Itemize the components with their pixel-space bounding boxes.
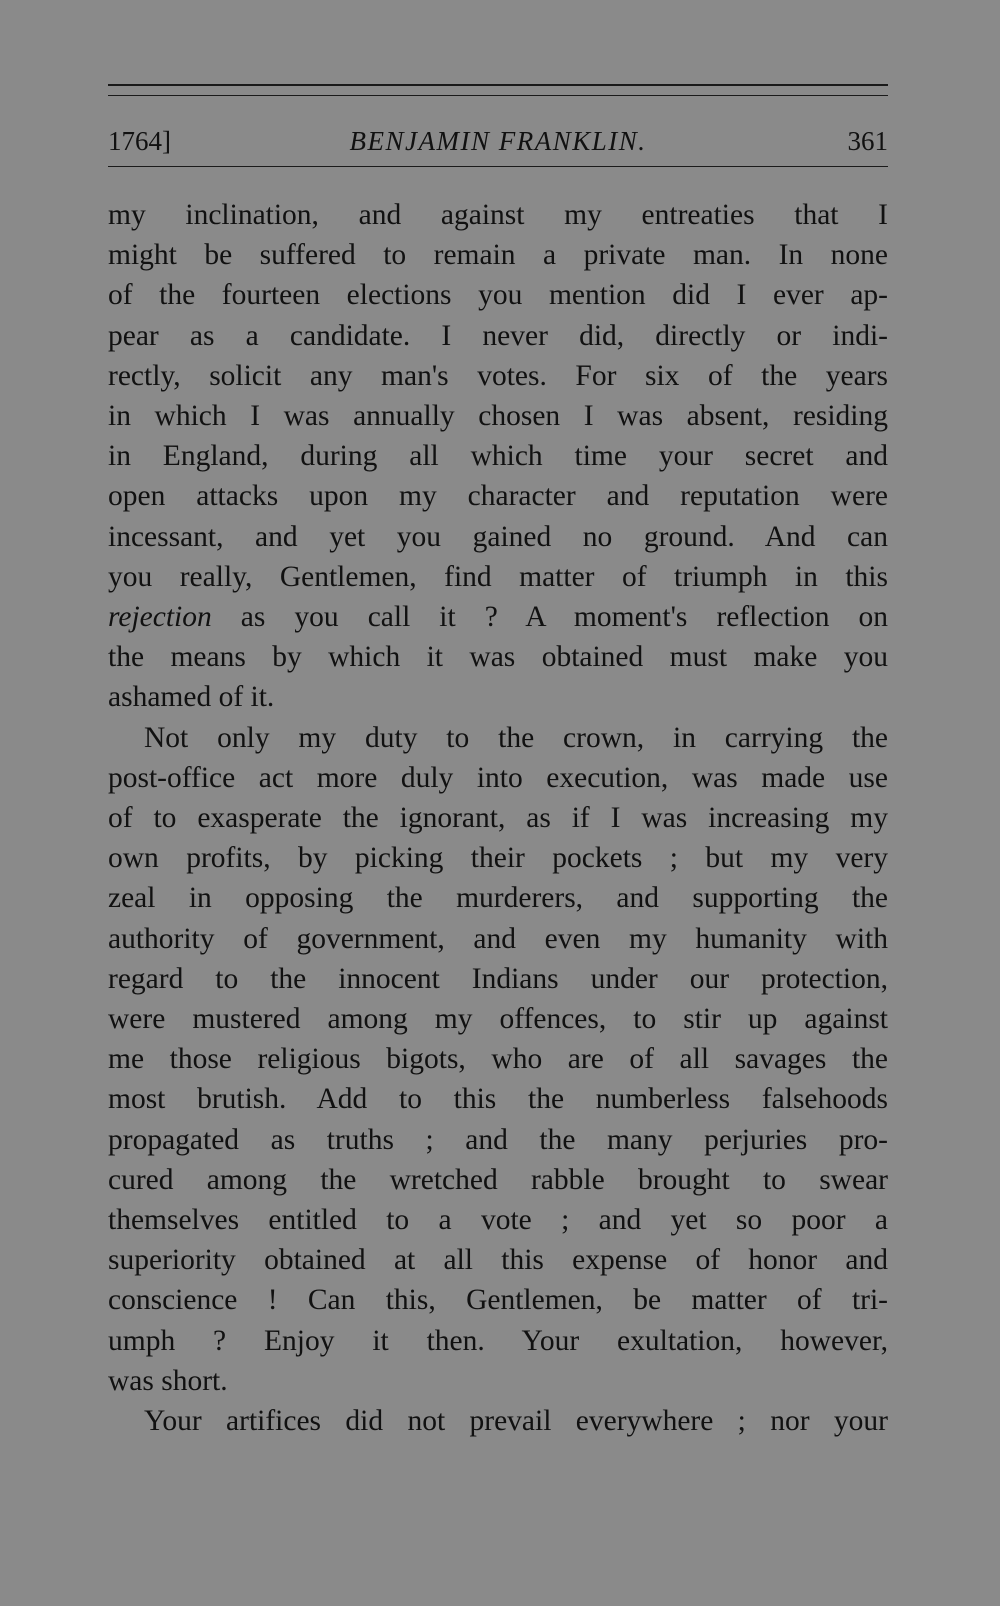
text-line: me those religious bigots, who are of all savages the — [108, 1043, 888, 1076]
text-segment: as you call it ? A moment's reflection on — [211, 601, 888, 634]
italic-word: rejection — [108, 601, 212, 634]
text-line: propagated as truths ; and the many perjuries pro- — [108, 1123, 888, 1156]
text-line: conscience ! Can this, Gentlemen, be matter of tri- — [108, 1284, 888, 1317]
text-line: regard to the innocent Indians under our protection, — [108, 962, 888, 995]
text-line: of the fourteen elections you mention did I ever ap- — [108, 279, 888, 312]
text-line: own profits, by picking their pockets ; but my very — [108, 842, 888, 875]
text-line: most brutish. Add to this the numberless falsehoods — [108, 1083, 888, 1116]
text-line: of to exasperate the ignorant, as if I was increasing my — [108, 802, 888, 835]
header-double-rule — [108, 84, 888, 96]
header-year: 1764] — [108, 126, 171, 156]
book-page — [108, 84, 888, 1441]
text-line: authority of government, and even my humanity with — [108, 922, 888, 955]
text-line: pear as a candidate. I never did, directly or indi- — [108, 319, 888, 352]
header-rule — [108, 166, 888, 167]
text-line: zeal in opposing the murderers, and supporting the — [108, 882, 888, 915]
text-line-with-italic — [108, 597, 888, 637]
text-line: were mustered among my offences, to stir up against — [108, 1003, 888, 1036]
text-line: cured among the wretched rabble brought to swear — [108, 1163, 888, 1196]
text-line: my inclination, and against my entreaties that I — [108, 199, 888, 231]
text-line: the means by which it was obtained must make you — [108, 641, 888, 674]
text-line: incessant, and yet you gained no ground. And can — [108, 520, 888, 553]
text-line: you really, Gentlemen, find matter of triumph in this — [108, 560, 888, 593]
text-line: rectly, solicit any man's votes. For six of the years — [108, 359, 888, 392]
running-header — [108, 96, 888, 154]
body-text — [108, 195, 888, 1441]
paragraph-start-line: Not only my duty to the crown, in carrying the — [144, 721, 888, 754]
text-line: open attacks upon my character and reputation were — [108, 480, 888, 513]
text-line: themselves entitled to a vote ; and yet so poor a — [108, 1204, 888, 1237]
text-line: in England, during all which time your secret and — [108, 440, 888, 473]
paragraph-start-line: Your artifices did not prevail everywhere ; nor your — [144, 1405, 888, 1438]
text-line: in which I was annually chosen I was absent, residing — [108, 400, 888, 433]
text-line: umph ? Enjoy it then. Your exultation, however, — [108, 1324, 888, 1357]
text-line: might be suffered to remain a private man. In none — [108, 239, 888, 272]
text-line: ashamed of it. — [108, 681, 275, 714]
text-line: superiority obtained at all this expense of honor and — [108, 1244, 888, 1277]
header-title: BENJAMIN FRANKLIN. — [349, 126, 647, 156]
page-number: 361 — [847, 126, 888, 156]
text-line: was short. — [108, 1364, 228, 1397]
text-line: post-office act more duly into execution, was made use — [108, 761, 888, 794]
